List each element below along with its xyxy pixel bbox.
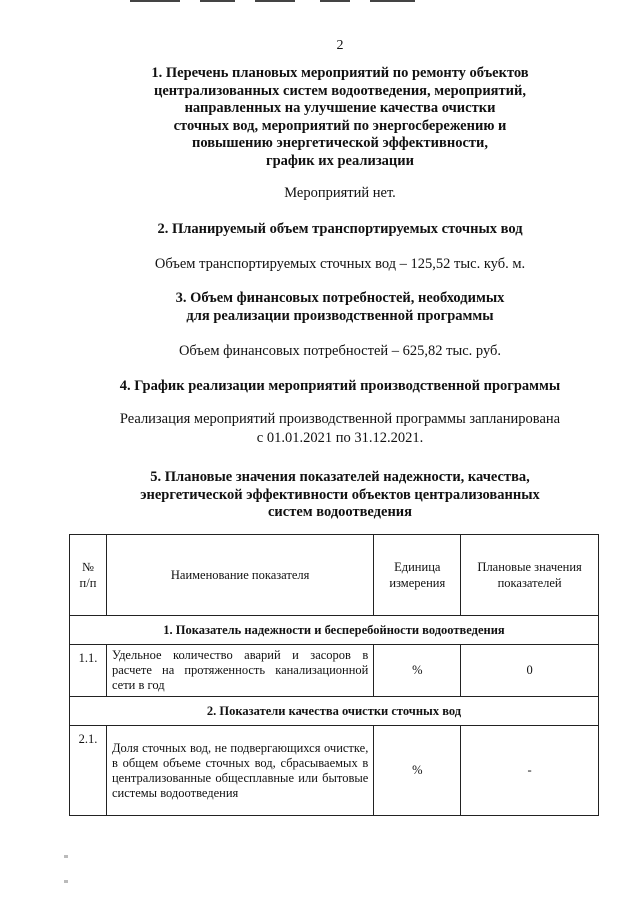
section1-title-line: направленных на улучшение качества очистки — [184, 100, 496, 116]
row-value: - — [461, 726, 599, 816]
header-unit-line: Единица — [394, 560, 441, 574]
section1-title-line: централизованных систем водоотведения, мероприятий, — [154, 82, 526, 99]
section1-title-line: повышению энергетической эффективности, — [191, 135, 489, 151]
section5-title-line: систем водоотведения — [267, 504, 413, 520]
header-value — [461, 535, 599, 616]
scan-speck — [64, 880, 68, 883]
section4-body-line: с 01.01.2021 по 31.12.2021. — [256, 430, 424, 446]
section4-body — [60, 410, 620, 448]
section1-title-line: сточных вод, мероприятий по энергосбережению и — [173, 117, 507, 134]
section3-title-line: 3. Объем финансовых потребностей, необходимых — [175, 290, 505, 306]
header-num-line: п/п — [79, 576, 97, 590]
page-number: 2 — [336, 38, 344, 53]
section3-body: Объем финансовых потребностей – 625,82 тыс. руб. — [178, 343, 502, 359]
section4-title: 4. График реализации мероприятий производственной программы — [119, 378, 561, 394]
header-num — [70, 535, 107, 616]
table-row — [70, 645, 599, 697]
row-num: 1.1. — [70, 645, 107, 697]
section1-title — [60, 65, 620, 170]
table-row — [70, 726, 599, 816]
row-name: Доля сточных вод, не подвергающихся очистке, в общем объеме сточных вод, сбрасываемых в централизованные общесплавные или бытовые системы водоотведения — [106, 726, 373, 816]
section1-title-line: график их реализации — [265, 152, 414, 169]
row-value: 0 — [461, 645, 599, 697]
row-num: 2.1. — [70, 726, 107, 816]
scan-edge-marks — [130, 0, 430, 3]
section1-body: Мероприятий нет. — [284, 185, 396, 201]
header-unit — [374, 535, 461, 616]
header-value-line: Плановые значения — [477, 560, 582, 574]
indicators-table — [69, 534, 599, 816]
row-name: Удельное количество аварий и засоров в расчете на протяженность канализационной сети в год — [106, 645, 373, 697]
header-name: Наименование показателя — [106, 535, 373, 616]
table-header-row — [70, 535, 599, 616]
row-unit: % — [374, 726, 461, 816]
section5-title-line: энергетической эффективности объектов централизованных — [140, 486, 540, 503]
section5-title-line: 5. Плановые значения показателей надежности, качества, — [150, 469, 530, 485]
section-title-quality: 2. Показатели качества очистки сточных вод — [70, 697, 599, 726]
section3-title — [60, 290, 620, 325]
scan-speck — [64, 855, 68, 858]
section2-title: 2. Планируемый объем транспортируемых сточных вод — [157, 221, 523, 237]
section-title-reliability: 1. Показатель надежности и бесперебойности водоотведения — [70, 616, 599, 645]
section3-title-line: для реализации производственной программы — [186, 307, 494, 324]
section5-title — [60, 469, 620, 522]
table-section-row — [70, 697, 599, 726]
table-section-row — [70, 616, 599, 645]
section2-body: Объем транспортируемых сточных вод – 125,52 тыс. куб. м. — [154, 256, 526, 272]
row-unit: % — [374, 645, 461, 697]
header-num-line: № — [82, 560, 94, 574]
section4-body-line: Реализация мероприятий производственной программы запланирована — [119, 411, 561, 427]
header-unit-line: измерения — [389, 576, 446, 590]
section1-title-line: 1. Перечень плановых мероприятий по ремонту объектов — [151, 65, 529, 81]
header-value-line: показателей — [497, 576, 562, 590]
